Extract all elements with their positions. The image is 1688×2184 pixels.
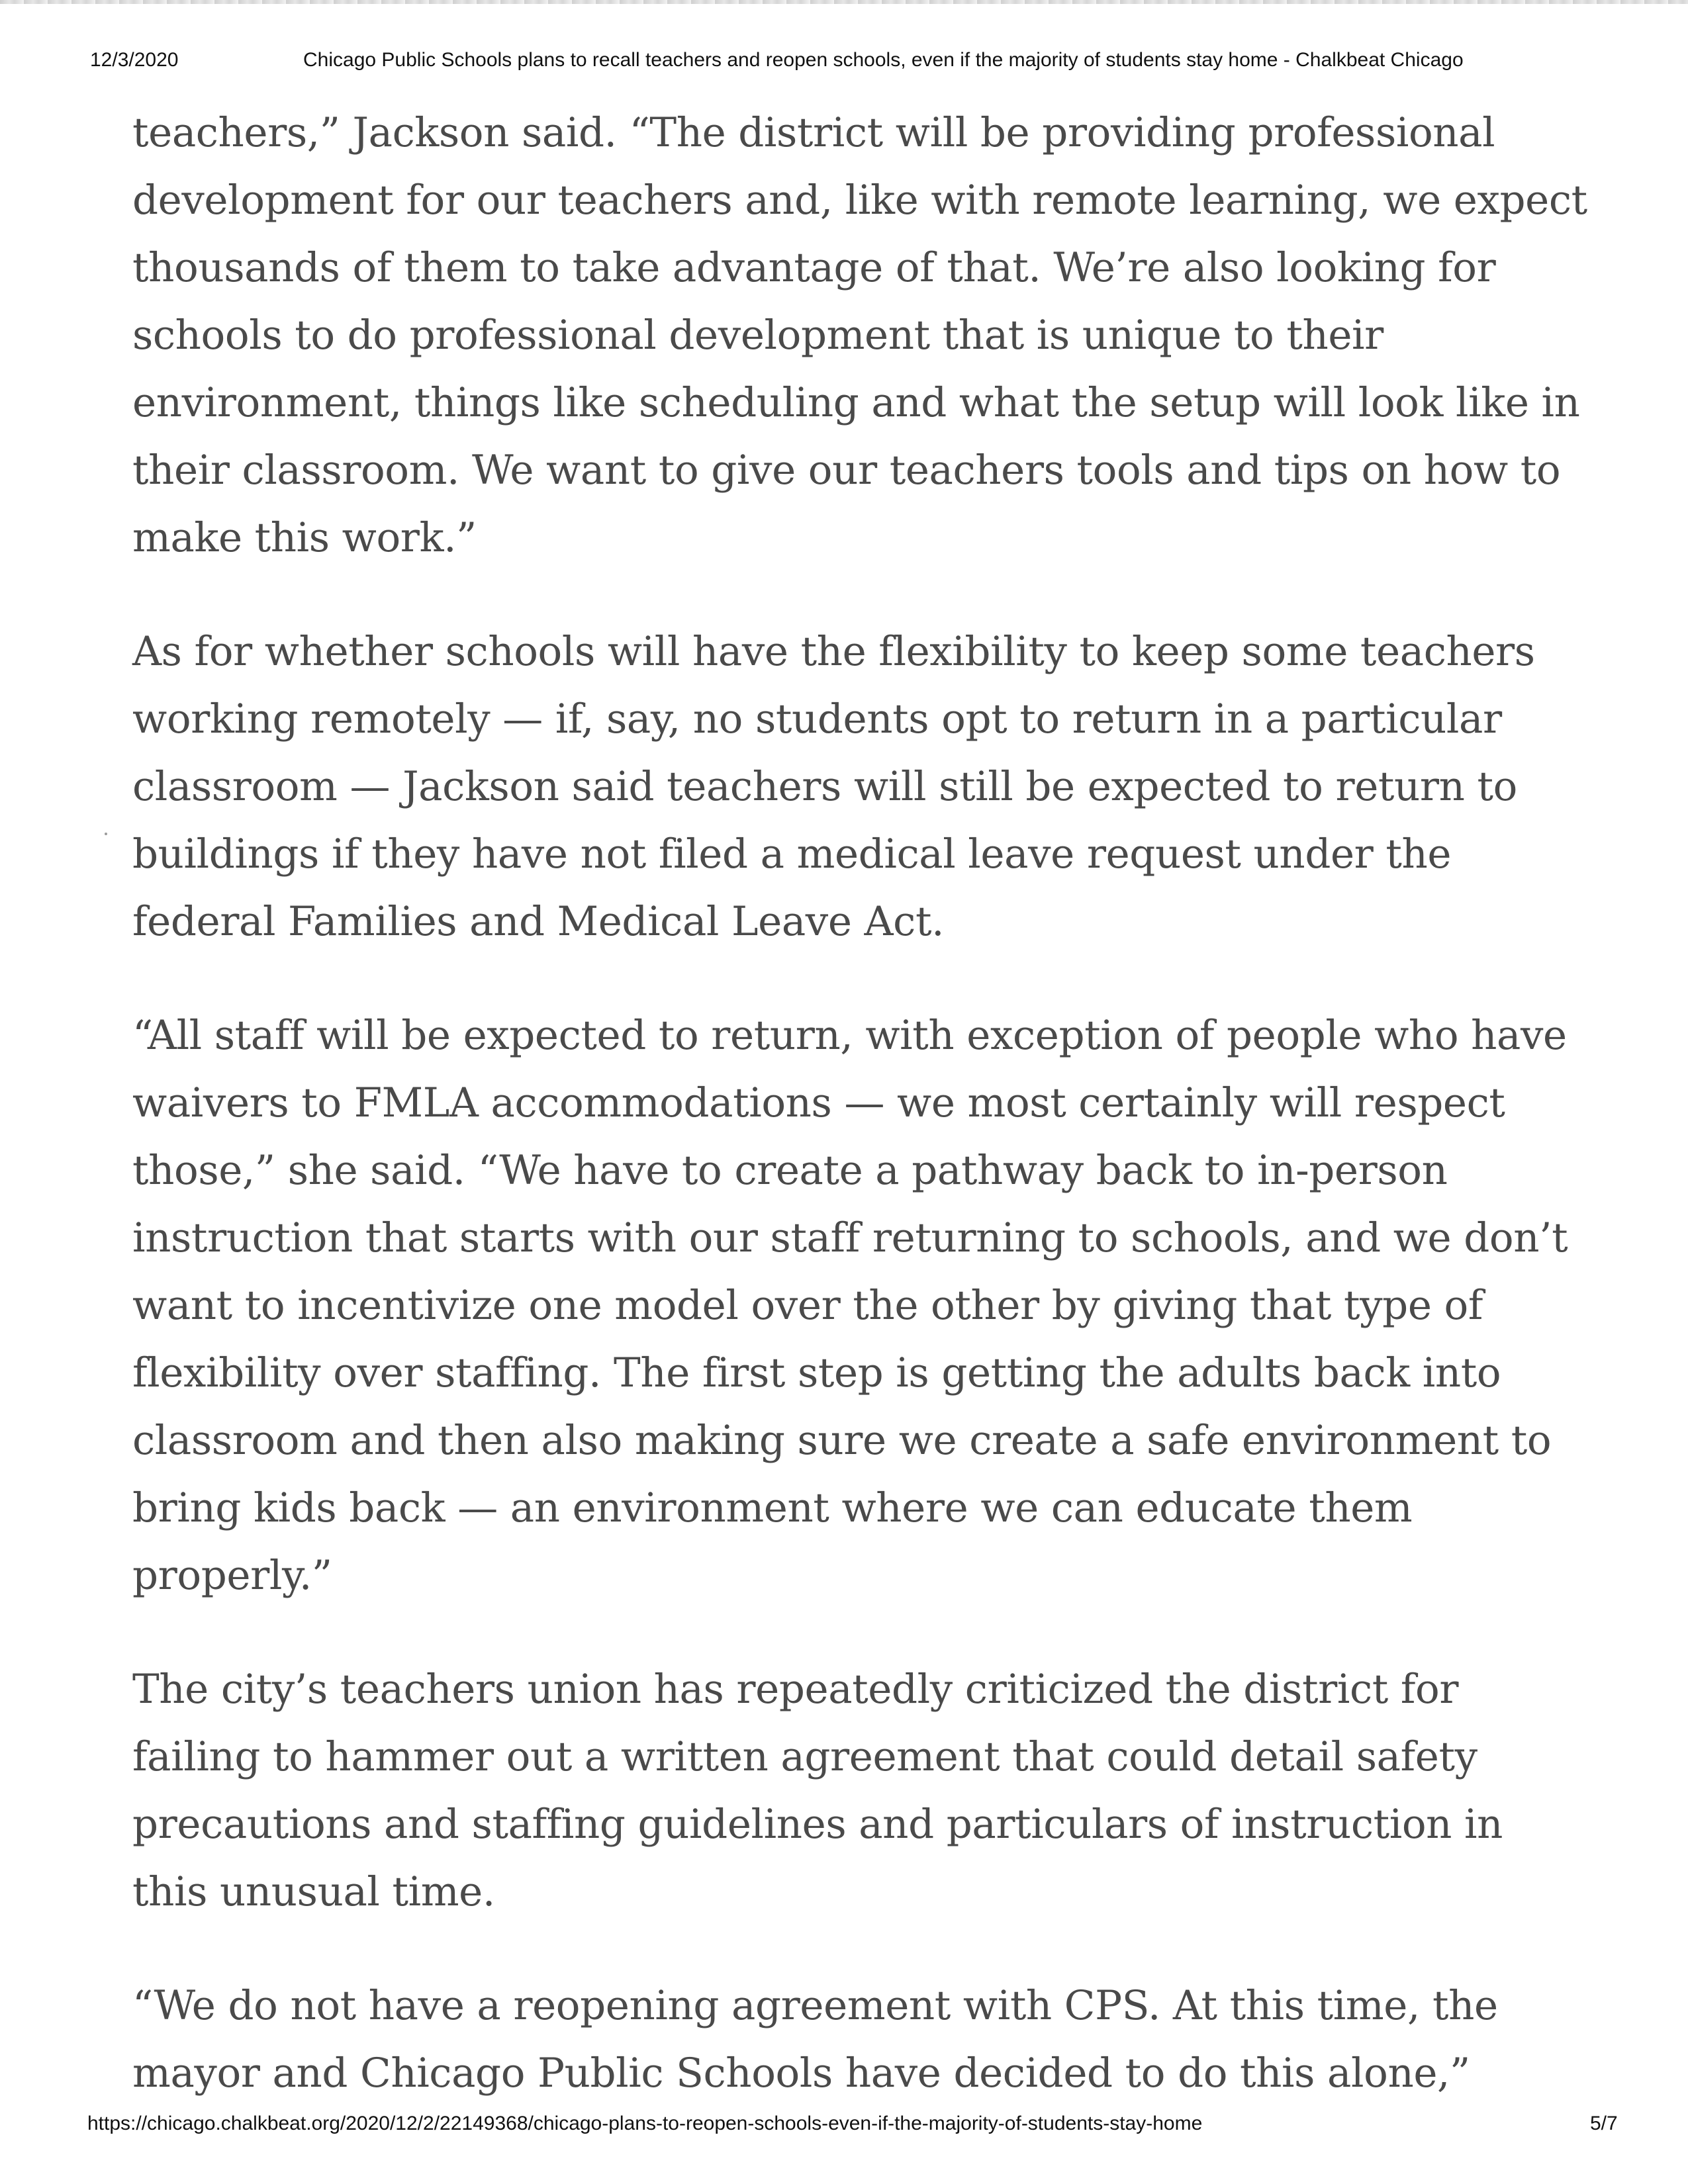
print-url: https://chicago.chalkbeat.org/2020/12/2/22149368/chicago-plans-to-reopen-schools-even-if-the-majority-of-students-stay-home — [87, 2113, 1203, 2134]
scan-speck — [105, 833, 107, 835]
article-paragraph: teachers,” Jackson said. “The district will be providing professional development for our teachers and, like with remote learning, we expect thousands of them to take advantage of that. We’re also looking for schools to do professional development that is unique to their environment, things like scheduling and what the setup will look like in their classroom. We want to give our teachers tools and tips on how to make this work.” — [132, 109, 1587, 561]
print-date: 12/3/2020 — [90, 49, 179, 71]
print-page-title: Chicago Public Schools plans to recall teachers and reopen schools, even if the majority of students stay home - Chalkbeat Chicago — [303, 49, 1464, 71]
article-paragraph: “We do not have a reopening agreement with CPS. At this time, the mayor and Chicago Public Schools have decided to do this alone,” — [132, 1982, 1498, 2097]
scan-edge — [0, 0, 1688, 4]
article-paragraph: As for whether schools will have the flexibility to keep some teachers working remotely — if, say, no students opt to return in a particular classroom — Jackson said teachers will still be expected to return to buildings if they have not filed a medical leave request under the federal Families and Medical Leave Act. — [132, 628, 1535, 945]
article-body — [132, 99, 1589, 2154]
page-number: 5/7 — [1590, 2113, 1618, 2134]
print-header — [0, 49, 1688, 82]
article-paragraph: The city’s teachers union has repeatedly criticized the district for failing to hammer out a written agreement that could detail safety precautions and staffing guidelines and particulars of instruction in this unusual time. — [132, 1666, 1503, 1915]
print-footer — [0, 2113, 1688, 2146]
article-paragraph: “All staff will be expected to return, with exception of people who have waivers to FMLA accommodations — we most certainly will respect those,” she said. “We have to create a pathway back to in-person instruction that starts with our staff returning to schools, and we don’t want to incentivize one model over the other by giving that type of flexibility over staffing. The first step is getting the adults back into classroom and then also making sure we create a safe environment to bring kids back — an environment where we can educate them properly.” — [132, 1012, 1568, 1599]
